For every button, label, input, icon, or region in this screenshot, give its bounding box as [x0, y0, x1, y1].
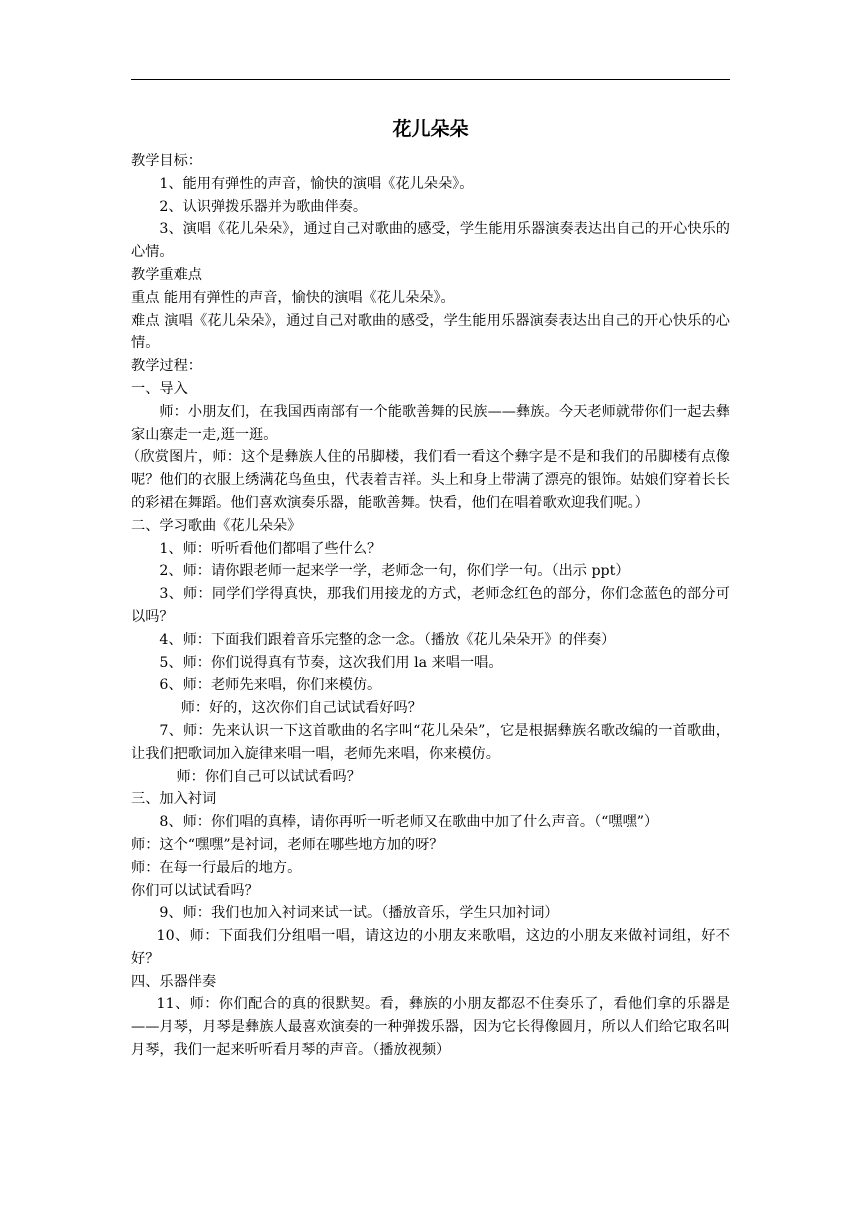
- paragraph: 11、师：你们配合的真的很默契。看，彝族的小朋友都忍不住奏乐了，看他们拿的乐器是——月琴，月琴是彝族人最喜欢演奏的一种弹拨乐器，因为它长得像圆月，所以人们给它取名叫月琴，我们一起来听听看月琴的声音。（播放视频）: [131, 996, 730, 1059]
- document-title: 花儿朵朵: [392, 118, 469, 140]
- paragraph: 2、师：请你跟老师一起来学一学，老师念一句，你们学一句。（出示 ppt）: [159, 563, 630, 580]
- paragraph: （欣赏图片，师：这个是彝族人住的吊脚楼，我们看一看这个彝字是不是和我们的吊脚楼有点像呢？他们的衣服上绣满花鸟鱼虫，代表着吉祥。头上和身上带满了漂亮的银饰。姑娘们穿着长长的彩裙在舞蹈。他们喜欢演奏乐器，能歌善舞。快看，他们在唱着歌欢迎我们呢。）: [126, 449, 730, 511]
- paragraph: 1、师：听听看他们都唱了些什么？: [159, 540, 382, 557]
- paragraph: 教学过程：: [131, 358, 202, 375]
- paragraph: 9、师：我们也加入衬词来试一试。（播放音乐，学生只加衬词）: [159, 905, 559, 922]
- paragraph: 4、师：下面我们跟着音乐完整的念一念。（播放《花儿朵朵开》的伴奏）: [159, 631, 616, 648]
- paragraph: 重点 能用有弹性的声音，愉快的演唱《花儿朵朵》。: [131, 289, 455, 306]
- paragraph: 10、师：下面我们分组唱一唱，请这边的小朋友来歌唱，这边的小朋友来做衬词组，好不好？: [131, 928, 730, 967]
- paragraph: 7、师：先来认识一下这首歌曲的名字叫“花儿朵朵”，它是根据彝族名歌改编的一首歌曲，让我们把歌词加入旋律来唱一唱，老师先来唱，你来模仿。: [131, 722, 730, 762]
- paragraph: 三、加入衬词: [131, 791, 217, 808]
- paragraph: 你们可以试试看吗？: [131, 882, 259, 899]
- paragraph: 二、学习歌曲《花儿朵朵》: [131, 517, 302, 534]
- paragraph: 3、师：同学们学得真快，那我们用接龙的方式，老师念红色的部分，你们念蓝色的部分可以吗？: [131, 586, 730, 625]
- paragraph: 教学目标：: [131, 153, 202, 169]
- paragraph: 5、师：你们说得真有节奏，这次我们用 la 来唱一唱。: [159, 654, 503, 671]
- paragraph: 师：这个“嘿嘿”是衬词，老师在哪些地方加的呀？: [131, 836, 444, 853]
- paragraph: 6、师：老师先来唱，你们来模仿。: [159, 677, 382, 694]
- paragraph: 师：在每一行最后的地方。: [131, 859, 302, 876]
- paragraph: 难点 演唱《花儿朵朵》，通过自己对歌曲的感受，学生能用乐器演奏表达出自己的开心快乐的心情。: [131, 312, 730, 352]
- paragraph: 教学重难点: [131, 266, 202, 283]
- paragraph: 3、演唱《花儿朵朵》，通过自己对歌曲的感受，学生能用乐器演奏表达出自己的开心快乐的心情。: [131, 221, 730, 261]
- paragraph: 师：小朋友们，在我国西南部有一个能歌善舞的民族——彝族。今天老师就带你们一起去彝家山寨走一走,逛一逛。: [131, 403, 730, 443]
- paragraph: 师：好的，这次你们自己试试看好吗？: [180, 700, 422, 717]
- paragraph: 2、认识弹拨乐器并为歌曲伴奏。: [159, 198, 368, 215]
- header-rule: [131, 79, 730, 80]
- paragraph: 一、导入: [131, 380, 188, 397]
- paragraph: 1、能用有弹性的声音，愉快的演唱《花儿朵朵》。: [159, 175, 474, 192]
- document-body: [126, 150, 730, 1062]
- paragraph: 8、师：你们唱的真棒，请你再听一听老师又在歌曲中加了什么声音。（“嘿嘿”）: [159, 814, 659, 831]
- paragraph: 师：你们自己可以试试看吗？: [176, 768, 361, 785]
- paragraph: 四、乐器伴奏: [131, 973, 217, 990]
